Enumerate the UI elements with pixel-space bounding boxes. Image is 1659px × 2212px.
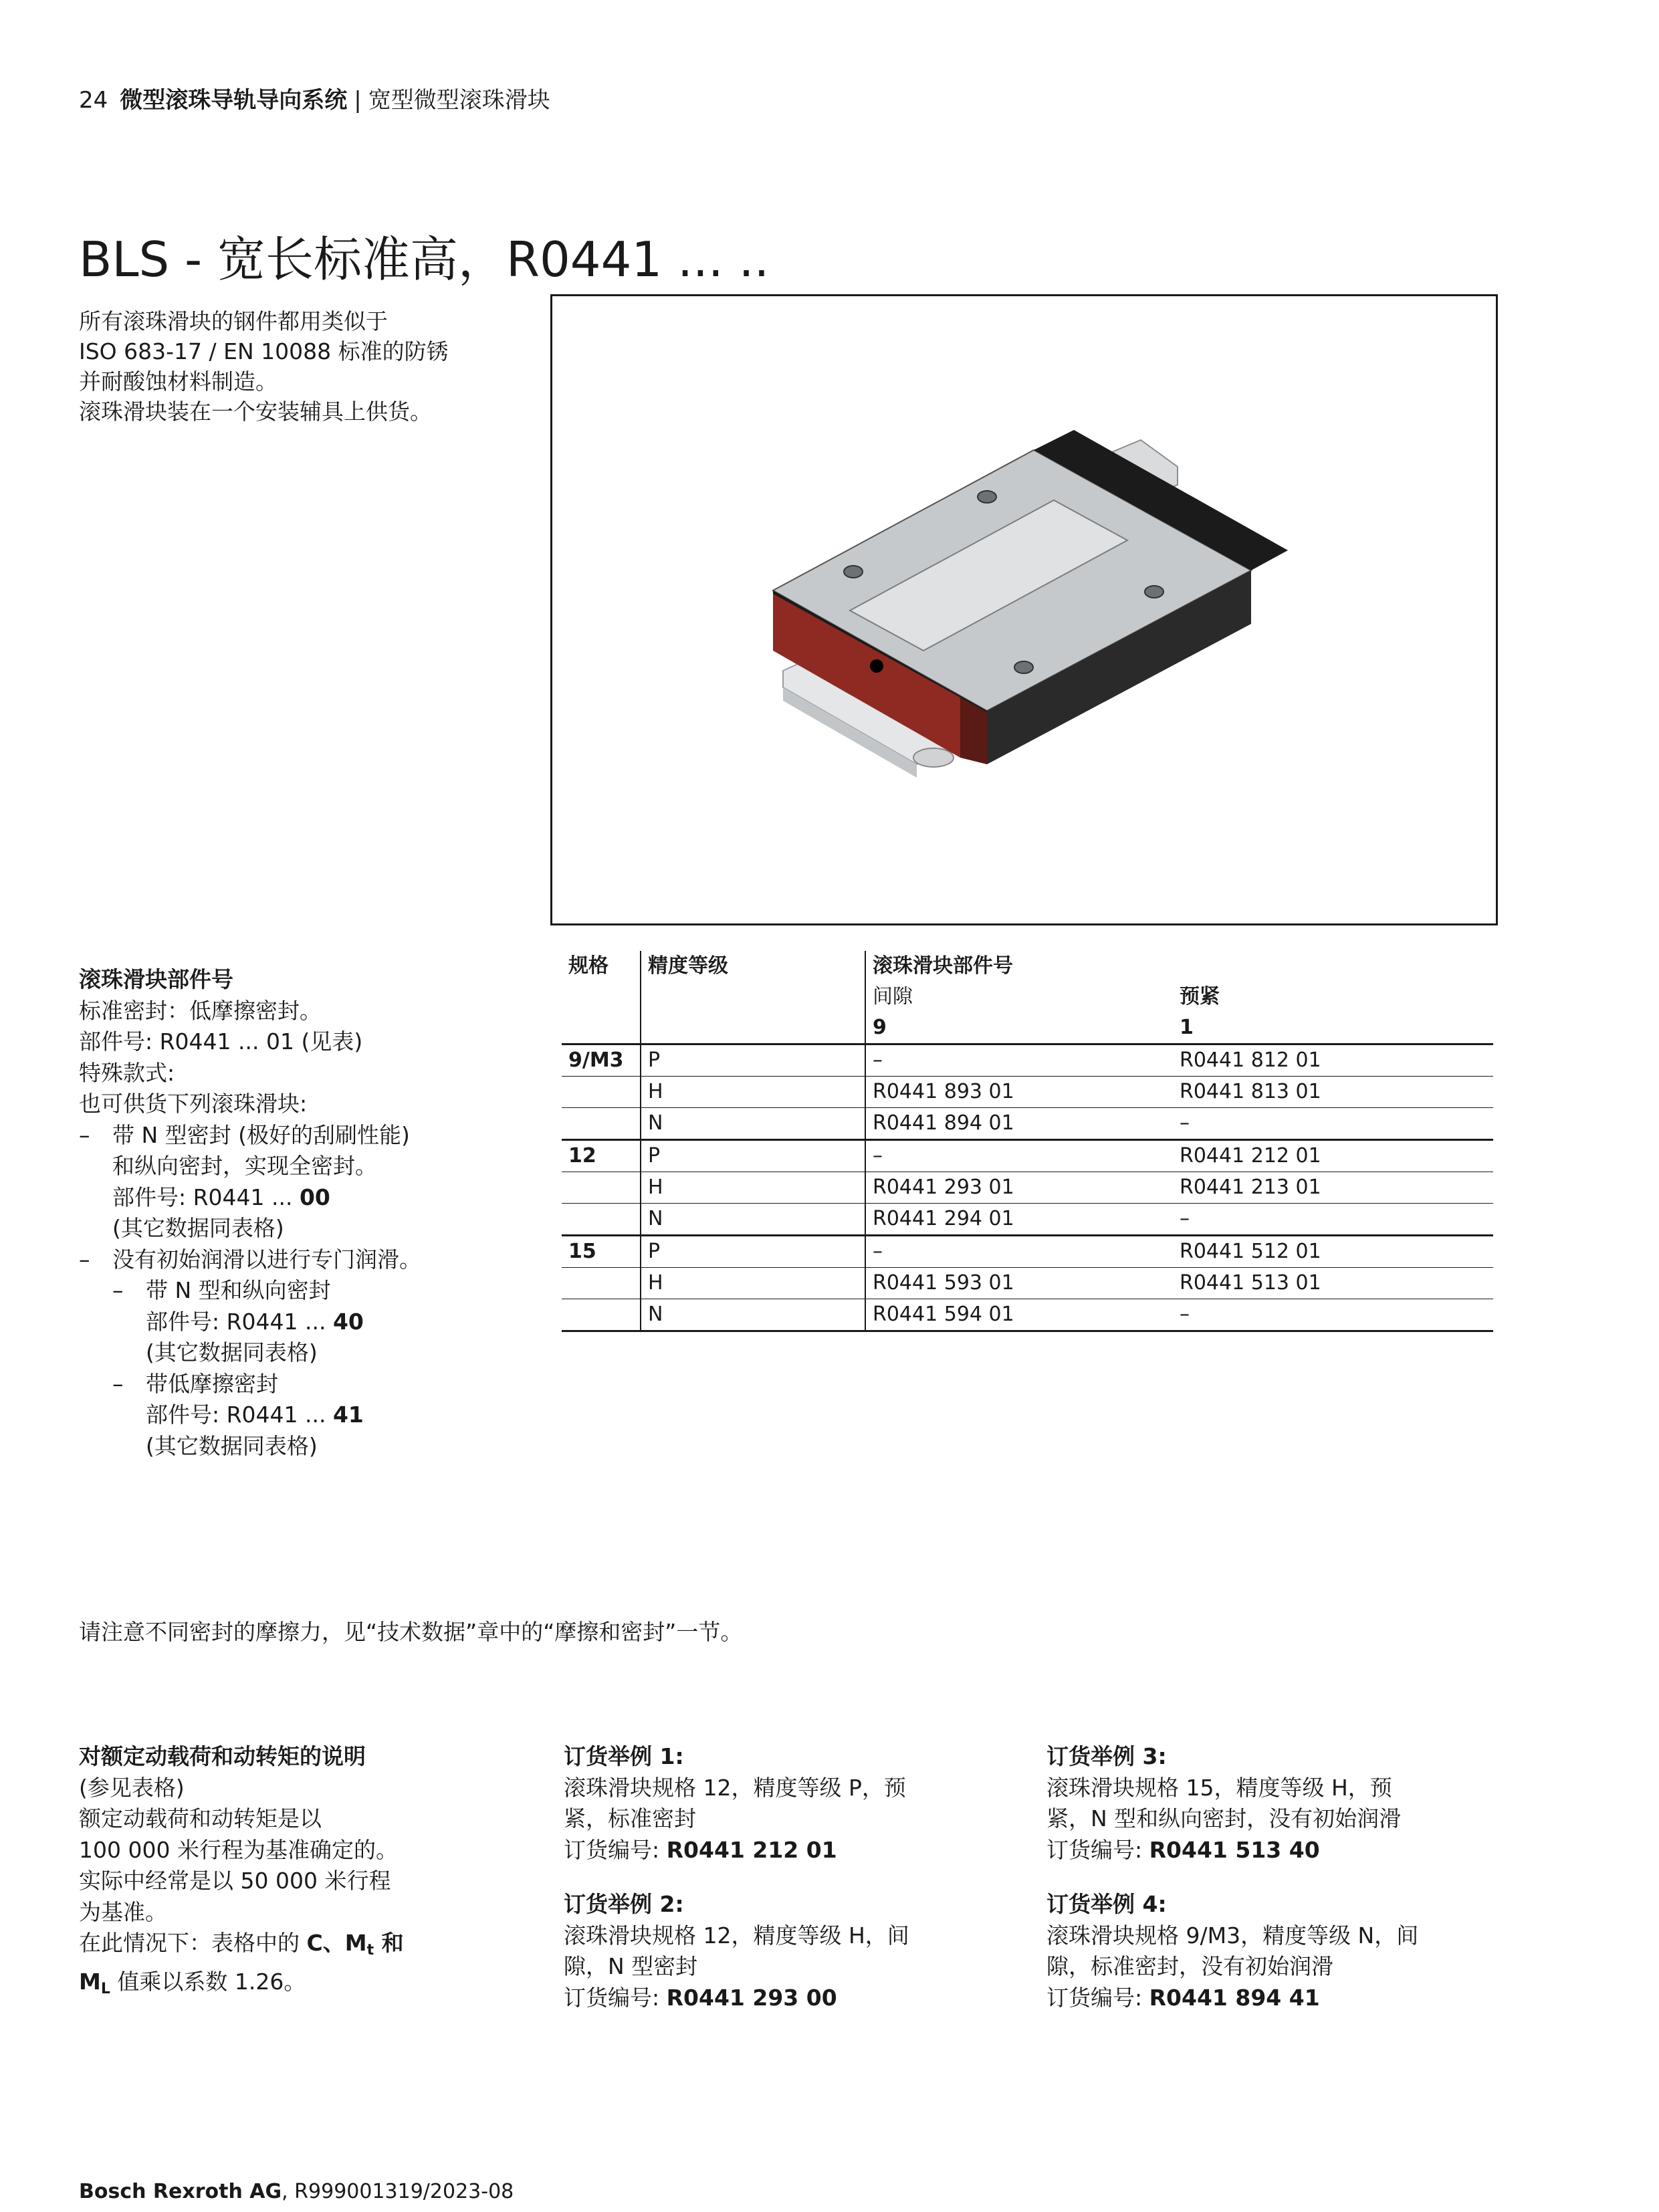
table-header-row [562, 1012, 1493, 1044]
example-line: 滚珠滑块规格 12，精度等级 P，预 [564, 1774, 906, 1801]
table-row [562, 1172, 1493, 1204]
parts-heading: 滚珠滑块部件号 [79, 966, 233, 992]
cell-preload-partno: – [1173, 1299, 1493, 1331]
page-number: 24 [79, 87, 108, 114]
header-section: 微型滚珠导轨导向系统 [120, 87, 348, 114]
intro-line: 所有滚珠滑块的钢件都用类似于 [79, 308, 388, 334]
parts-suboption: – 带低摩擦密封 [79, 1369, 560, 1400]
cell-accuracy: P [641, 1044, 865, 1077]
parts-line: (其它数据同表格) [146, 1339, 318, 1365]
cell-clearance-partno: R0441 593 01 [865, 1268, 1173, 1299]
example-order-number: 订货编号: R0441 513 40 [1046, 1836, 1320, 1863]
cell-preload-partno: R0441 813 01 [1173, 1077, 1493, 1108]
table-row [562, 1204, 1493, 1236]
cell-size [562, 1108, 641, 1140]
page-footer [79, 2180, 514, 2203]
table-row [562, 1236, 1493, 1268]
intro-text [79, 306, 547, 427]
intro-line: 滚珠滑块装在一个安装辅具上供货。 [79, 399, 432, 425]
dash: – [79, 1121, 90, 1148]
parts-option: – 没有初始润滑以进行专门润滑。 [79, 1244, 560, 1276]
cell-preload-partno: R0441 513 01 [1173, 1268, 1493, 1299]
dash: – [112, 1370, 124, 1397]
cell-size [562, 1268, 641, 1299]
example-line: 紧，N 型和纵向密封，没有初始润滑 [1046, 1805, 1402, 1832]
cell-size: 12 [562, 1140, 641, 1172]
table-row [562, 1268, 1493, 1299]
cell-clearance-partno: – [865, 1236, 1173, 1268]
cell-clearance-partno: R0441 294 01 [865, 1204, 1173, 1236]
load-note-line: 在此情况下：表格中的 C、$M_t$ 和 [79, 1930, 404, 1959]
load-note-line: (参见表格) [79, 1774, 185, 1801]
example-heading: 订货举例 2: [564, 1891, 684, 1917]
example-heading: 订货举例 3: [1046, 1743, 1167, 1769]
parts-suboption: – 带 N 型和纵向密封 [79, 1275, 560, 1307]
header-separator: | [354, 87, 362, 114]
cell-preload-partno: R0441 812 01 [1173, 1044, 1493, 1077]
cell-clearance-partno: R0441 894 01 [865, 1108, 1173, 1140]
cell-accuracy: H [641, 1268, 865, 1299]
dash: – [79, 1246, 90, 1273]
parts-line: 和纵向密封，实现全密封。 [112, 1153, 377, 1179]
example-line: 紧，标准密封 [564, 1805, 696, 1832]
cell-size [562, 1077, 641, 1108]
example-order-number: 订货编号: R0441 212 01 [564, 1836, 837, 1863]
page-header [79, 82, 550, 114]
load-note-line: $M_L$ 值乘以系数 1.26。 [79, 1968, 306, 1997]
footer-doc-number: , R999001319/2023-08 [282, 2180, 514, 2203]
col-header-preload-code: 1 [1173, 1012, 1493, 1044]
load-rating-note [79, 1741, 534, 2005]
cell-accuracy: N [641, 1204, 865, 1236]
col-header-accuracy: 精度等级 [641, 951, 865, 982]
cell-size: 9/M3 [562, 1044, 641, 1077]
cell-size [562, 1299, 641, 1331]
table-row [562, 1140, 1493, 1172]
cell-size: 15 [562, 1236, 641, 1268]
example-heading: 订货举例 4: [1046, 1891, 1167, 1917]
parts-line: 部件号: R0441 ... 00 [112, 1184, 330, 1210]
example-line: 滚珠滑块规格 15，精度等级 H，预 [1046, 1774, 1392, 1801]
parts-line: 标准密封：低摩擦密封。 [79, 997, 322, 1024]
load-note-line: 实际中经常是以 50 000 米行程 [79, 1868, 391, 1894]
page-title: BLS - 宽长标准高，R0441 ... .. [79, 231, 770, 288]
cell-accuracy: H [641, 1077, 865, 1108]
cell-clearance-partno: R0441 893 01 [865, 1077, 1173, 1108]
load-note-line: 100 000 米行程为基准确定的。 [79, 1836, 398, 1863]
order-examples-3-4 [1046, 1741, 1515, 2013]
parts-option: – 带 N 型密封 (极好的刮刷性能) [79, 1120, 560, 1151]
cell-clearance-partno: – [865, 1044, 1173, 1077]
col-header-partno: 滚珠滑块部件号 [865, 951, 1493, 982]
example-order-number: 订货编号: R0441 894 41 [1046, 1984, 1320, 2011]
col-header-preload: 预紧 [1180, 985, 1220, 1008]
order-examples-1-2 [564, 1741, 1025, 2013]
cell-accuracy: P [641, 1140, 865, 1172]
example-order-number: 订货编号: R0441 293 00 [564, 1984, 837, 2011]
cell-preload-partno: R0441 512 01 [1173, 1236, 1493, 1268]
cell-clearance-partno: R0441 594 01 [865, 1299, 1173, 1331]
example-heading: 订货举例 1: [564, 1743, 684, 1769]
table-header-row [562, 951, 1493, 982]
example-line: 隙，N 型密封 [564, 1953, 698, 1979]
parts-line: 部件号: R0441 ... 41 [146, 1402, 364, 1428]
cell-clearance-partno: R0441 293 01 [865, 1172, 1173, 1204]
footer-company: Bosch Rexroth AG [79, 2180, 282, 2203]
intro-line: ISO 683-17 / EN 10088 标准的防锈 [79, 338, 449, 364]
load-note-line: 为基准。 [79, 1898, 167, 1925]
product-image-frame [550, 294, 1498, 925]
cell-preload-partno: R0441 212 01 [1173, 1140, 1493, 1172]
ball-runner-block-image [552, 296, 1496, 923]
col-header-clearance: 间隙 [865, 982, 1173, 1012]
col-header-size: 规格 [568, 954, 609, 978]
parts-line: 也可供货下列滚珠滑块: [79, 1091, 308, 1117]
cell-accuracy: N [641, 1108, 865, 1140]
part-number-table [562, 951, 1493, 1332]
parts-line: 特殊款式: [79, 1059, 175, 1086]
load-note-heading: 对额定动载荷和动转矩的说明 [79, 1743, 366, 1769]
table-header-row [562, 982, 1493, 1012]
cell-preload-partno: – [1173, 1108, 1493, 1140]
example-line: 隙，标准密封，没有初始润滑 [1046, 1953, 1333, 1979]
cell-accuracy: H [641, 1172, 865, 1204]
cell-size [562, 1172, 641, 1204]
cell-clearance-partno: – [865, 1140, 1173, 1172]
parts-line: 部件号: R0441 ... 01 (见表) [79, 1028, 363, 1055]
cell-accuracy: P [641, 1236, 865, 1268]
cell-preload-partno: – [1173, 1204, 1493, 1236]
example-line: 滚珠滑块规格 9/M3，精度等级 N，间 [1046, 1922, 1419, 1949]
example-line: 滚珠滑块规格 12，精度等级 H，间 [564, 1922, 909, 1949]
cell-size [562, 1204, 641, 1236]
col-header-clearance-code: 9 [865, 1012, 1173, 1044]
cell-accuracy: N [641, 1299, 865, 1331]
table-row [562, 1044, 1493, 1077]
parts-line: (其它数据同表格) [146, 1432, 318, 1459]
parts-line: 部件号: R0441 ... 40 [146, 1308, 364, 1335]
table-row [562, 1108, 1493, 1140]
intro-line: 并耐酸蚀材料制造。 [79, 368, 278, 395]
parts-line: (其它数据同表格) [112, 1215, 284, 1241]
load-note-line: 额定动载荷和动转矩是以 [79, 1805, 322, 1832]
cell-preload-partno: R0441 213 01 [1173, 1172, 1493, 1204]
header-subsection: 宽型微型滚珠滑块 [368, 87, 550, 114]
table-row [562, 1299, 1493, 1331]
dash: – [112, 1277, 124, 1303]
friction-note: 请注意不同密封的摩擦力，见“技术数据”章中的“摩擦和密封”一节。 [79, 1619, 743, 1645]
table-row [562, 1077, 1493, 1108]
part-number-info [79, 964, 560, 1462]
